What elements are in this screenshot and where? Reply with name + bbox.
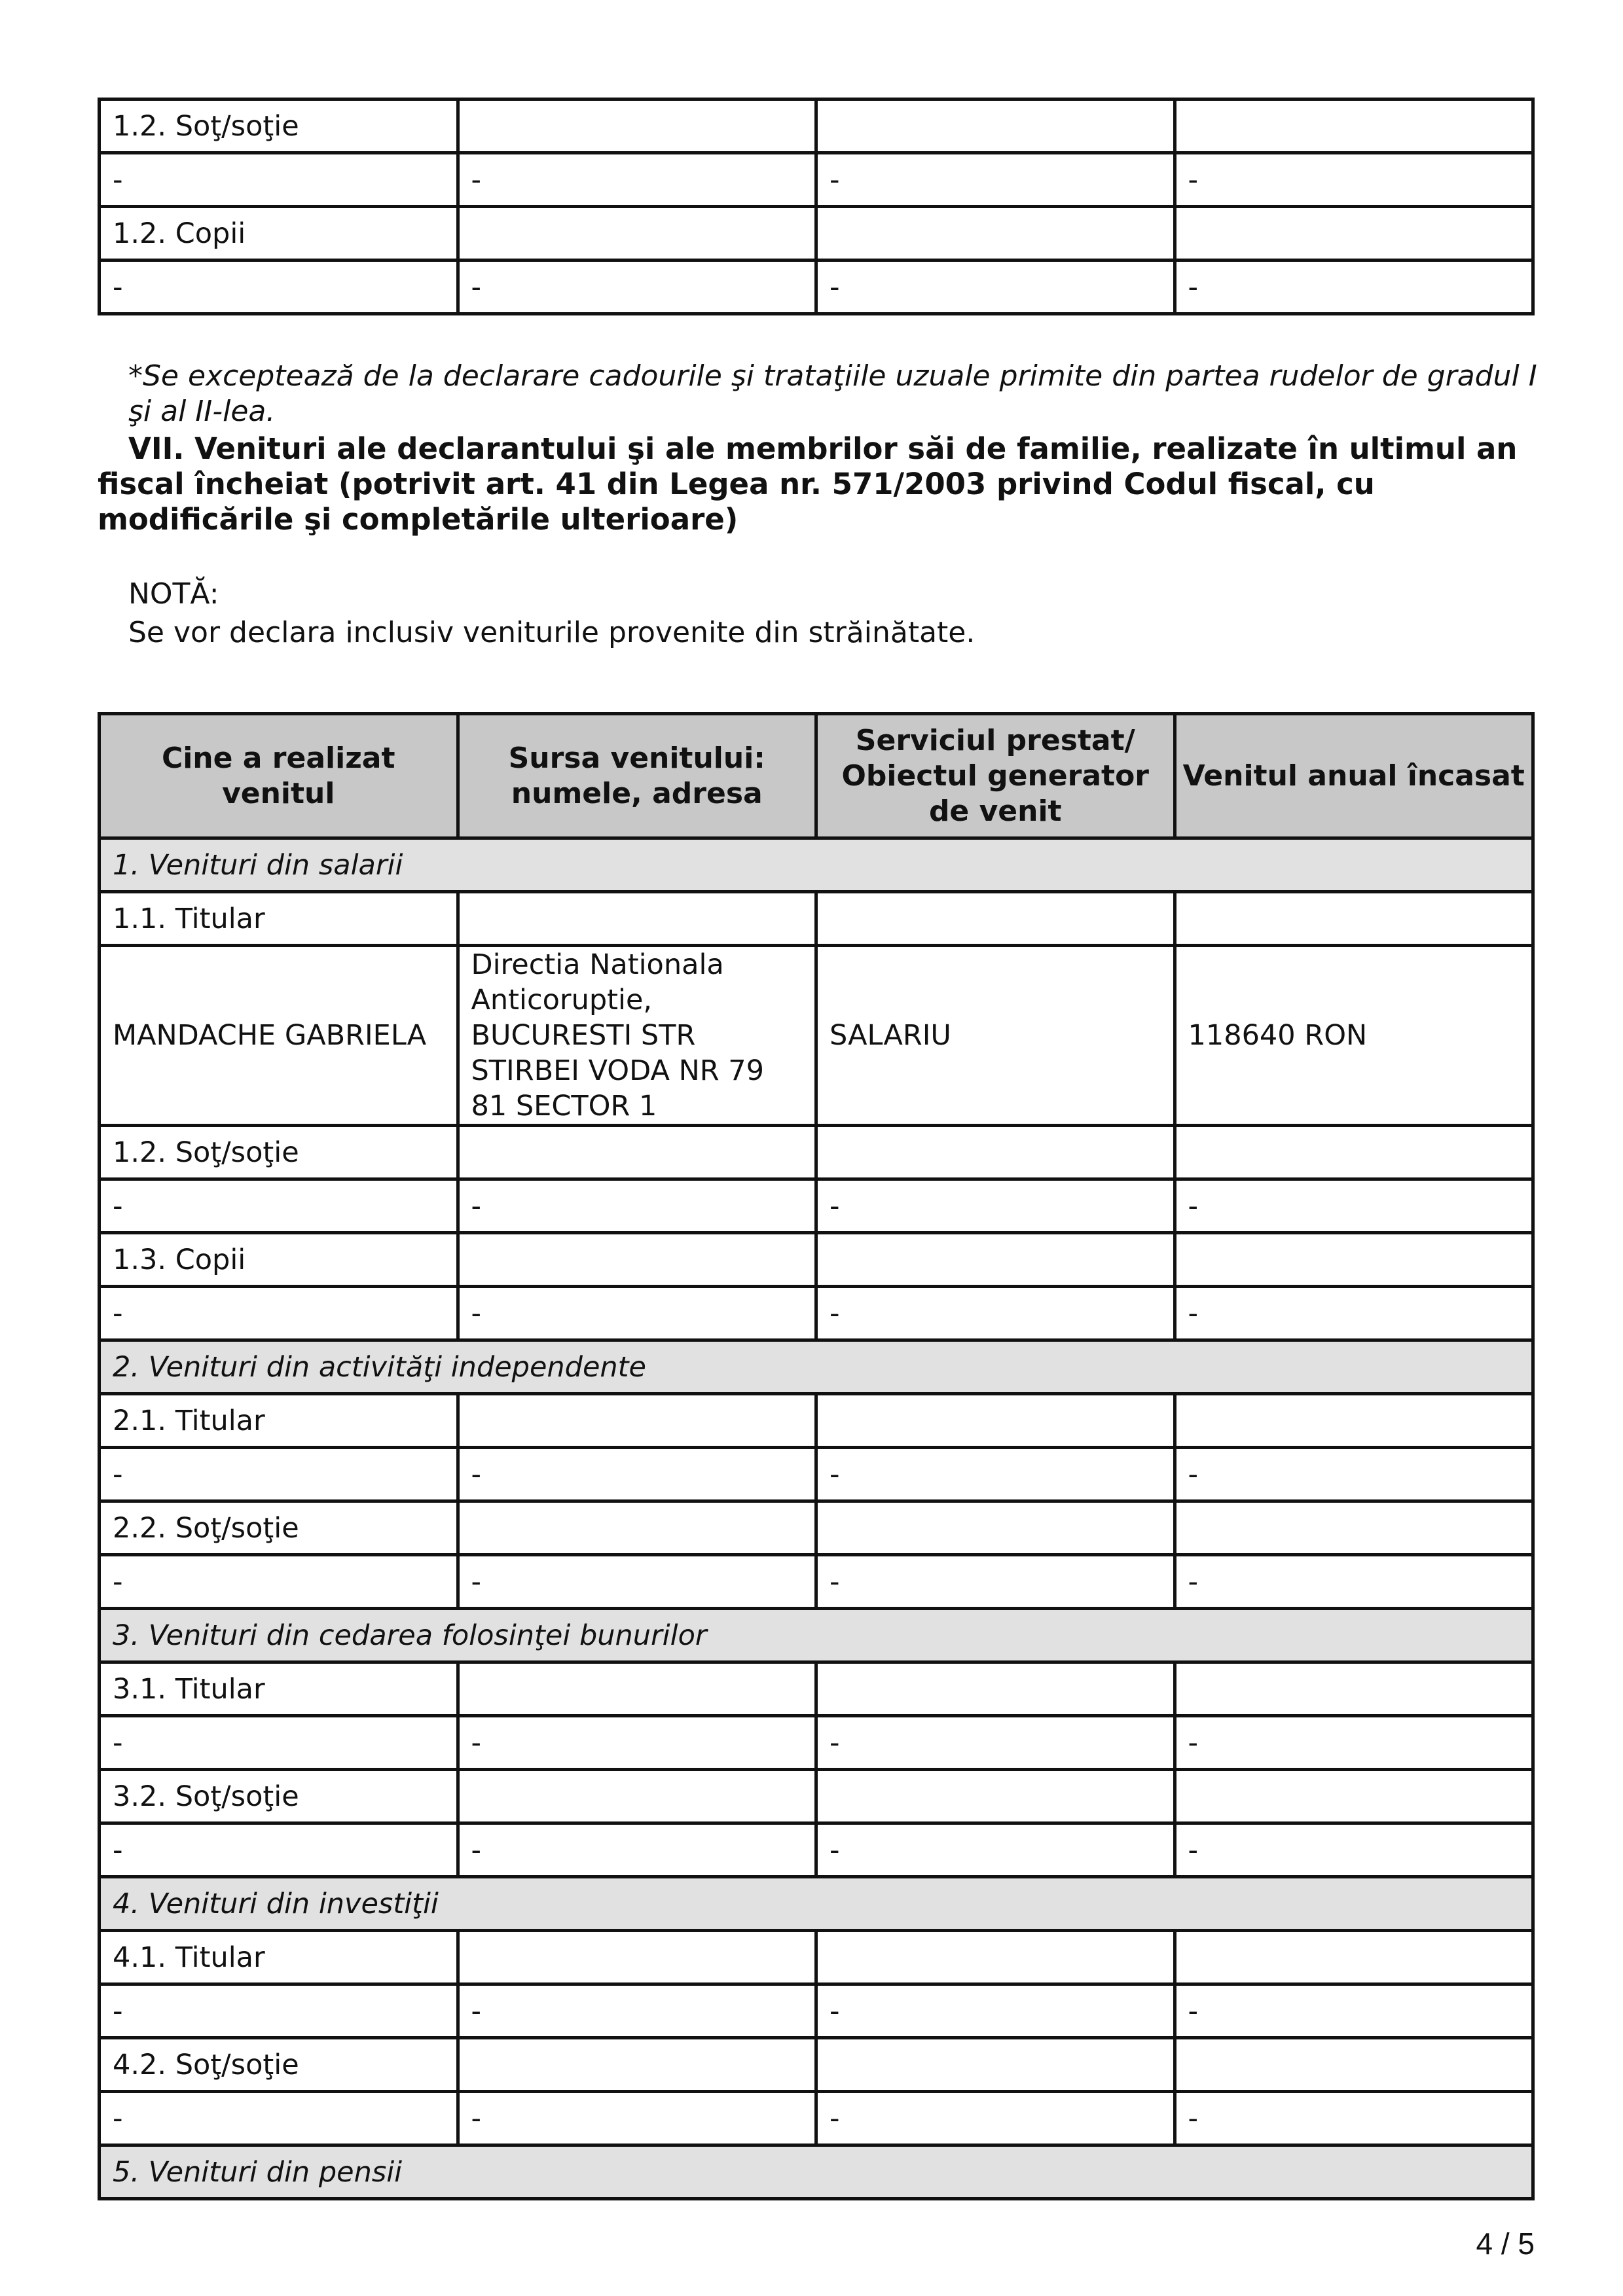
income-amount: 118640 RON — [1175, 946, 1533, 1126]
table-cell: - — [458, 153, 816, 207]
table-cell — [458, 1394, 816, 1448]
table-cell — [816, 1501, 1175, 1555]
table-cell: - — [816, 1716, 1175, 1770]
table-cell — [816, 1770, 1175, 1823]
table-row — [100, 1770, 1533, 1823]
table-cell: - — [100, 2092, 458, 2145]
table-cell — [1175, 1394, 1533, 1448]
income-service: SALARIU — [816, 946, 1175, 1126]
table-cell: - — [100, 1555, 458, 1609]
table-cell — [1175, 1662, 1533, 1716]
table-cell — [816, 892, 1175, 946]
table-row — [100, 1823, 1533, 1877]
table-cell — [816, 2038, 1175, 2092]
table-cell: 4.1. Titular — [100, 1931, 458, 1984]
table-cell: - — [100, 1448, 458, 1501]
table-cell — [816, 1233, 1175, 1287]
income-table — [98, 712, 1535, 2200]
table-cell — [1175, 1501, 1533, 1555]
continuation-table — [98, 98, 1535, 315]
table-cell: - — [100, 153, 458, 207]
table-cell: 1.3. Copii — [100, 1233, 458, 1287]
table-cell: - — [458, 1716, 816, 1770]
table-cell: - — [816, 1179, 1175, 1233]
table-cell: - — [100, 1179, 458, 1233]
column-header-source: Sursa venitului: numele, adresa — [458, 714, 816, 838]
section-label: 3. Venituri din cedarea folosinţei bunurilor — [100, 1609, 1533, 1662]
table-cell — [1175, 892, 1533, 946]
column-header-who: Cine a realizat venitul — [100, 714, 458, 838]
table-cell: - — [816, 1823, 1175, 1877]
table-cell: - — [458, 1448, 816, 1501]
table-row — [100, 207, 1533, 260]
table-cell — [816, 1662, 1175, 1716]
table-row — [100, 1126, 1533, 1179]
column-header-annual-income: Venitul anual încasat — [1175, 714, 1533, 838]
table-cell — [816, 207, 1175, 260]
table-cell — [458, 1501, 816, 1555]
table-row — [100, 1984, 1533, 2038]
table-row — [100, 1931, 1533, 1984]
table-cell: - — [816, 153, 1175, 207]
table-row — [100, 153, 1533, 207]
section-label: 5. Venituri din pensii — [100, 2145, 1533, 2199]
table-cell: - — [1175, 1448, 1533, 1501]
section-row — [100, 1609, 1533, 1662]
table-cell: - — [458, 2092, 816, 2145]
table-cell — [1175, 1770, 1533, 1823]
table-cell: - — [458, 1555, 816, 1609]
section-label: 4. Venituri din investiţii — [100, 1877, 1533, 1931]
table-cell: - — [1175, 1823, 1533, 1877]
note-text: Se vor declara inclusiv veniturile provenite din străinătate. — [128, 616, 976, 649]
table-cell: - — [816, 1287, 1175, 1340]
table-cell — [458, 99, 816, 153]
table-cell: 1.2. Soţ/soţie — [100, 99, 458, 153]
table-cell: - — [816, 1448, 1175, 1501]
table-cell — [816, 1394, 1175, 1448]
table-cell — [458, 892, 816, 946]
table-cell: - — [1175, 153, 1533, 207]
table-cell — [458, 1233, 816, 1287]
table-cell: - — [816, 1984, 1175, 2038]
table-cell: - — [458, 1823, 816, 1877]
table-cell: 1.2. Copii — [100, 207, 458, 260]
table-cell: - — [1175, 1555, 1533, 1609]
table-row — [100, 1662, 1533, 1716]
table-cell — [458, 1662, 816, 1716]
section-row — [100, 838, 1533, 892]
table-cell: - — [458, 260, 816, 314]
income-source: Directia Nationala Anticoruptie, BUCURESTI STR STIRBEI VODA NR 79 81 SECTOR 1 — [458, 946, 816, 1126]
table-cell: - — [1175, 2092, 1533, 2145]
table-row — [100, 1501, 1533, 1555]
section-heading-text: VII. Venituri ale declarantului şi ale membrilor săi de familie, realizate în ultimul an fiscal încheiat (potrivit art. 41 din Legea nr. 571/2003 privind Codul fiscal, cu modificările şi completările ulterioare) — [98, 431, 1518, 537]
table-cell — [1175, 1126, 1533, 1179]
section-label: 2. Venituri din activităţi independente — [100, 1340, 1533, 1394]
table-cell: - — [100, 260, 458, 314]
table-cell: 3.2. Soţ/soţie — [100, 1770, 458, 1823]
section-row — [100, 1340, 1533, 1394]
table-cell: - — [816, 2092, 1175, 2145]
table-cell: 2.2. Soţ/soţie — [100, 1501, 458, 1555]
column-header-service: Serviciul prestat/ Obiectul generator de venit — [816, 714, 1175, 838]
table-cell: - — [458, 1984, 816, 2038]
table-cell — [816, 99, 1175, 153]
table-cell — [458, 1931, 816, 1984]
section-label: 1. Venituri din salarii — [100, 838, 1533, 892]
income-owner: MANDACHE GABRIELA — [100, 946, 458, 1126]
table-cell — [1175, 99, 1533, 153]
table-row — [100, 1448, 1533, 1501]
section-heading — [98, 431, 1538, 537]
table-cell: 2.1. Titular — [100, 1394, 458, 1448]
table-cell: - — [100, 1287, 458, 1340]
table-cell: - — [1175, 1287, 1533, 1340]
table-cell — [1175, 1233, 1533, 1287]
table-row — [100, 1287, 1533, 1340]
table-row — [100, 892, 1533, 946]
table-cell: - — [1175, 1984, 1533, 2038]
section-row — [100, 2145, 1533, 2199]
table-cell: 3.1. Titular — [100, 1662, 458, 1716]
table-cell: - — [100, 1984, 458, 2038]
table-cell — [458, 1770, 816, 1823]
footnote: *Se exceptează de la declarare cadourile şi trataţiile uzuale primite din partea rudelor de gradul I şi al II-lea. — [128, 359, 1537, 428]
table-row — [100, 260, 1533, 314]
table-row — [100, 2038, 1533, 2092]
table-cell — [458, 207, 816, 260]
table-cell: - — [1175, 260, 1533, 314]
table-cell: - — [816, 1555, 1175, 1609]
table-cell: - — [458, 1287, 816, 1340]
table-cell: - — [1175, 1716, 1533, 1770]
table-cell: - — [816, 260, 1175, 314]
page-number: 4 / 5 — [1476, 2227, 1535, 2261]
table-row — [100, 1233, 1533, 1287]
table-cell: - — [1175, 1179, 1533, 1233]
table-header-row — [100, 714, 1533, 838]
table-cell — [458, 2038, 816, 2092]
table-cell: 1.1. Titular — [100, 892, 458, 946]
note-label: NOTĂ: — [128, 577, 219, 611]
table-row — [100, 1716, 1533, 1770]
section-row — [100, 1877, 1533, 1931]
table-cell — [816, 1931, 1175, 1984]
table-cell: 4.2. Soţ/soţie — [100, 2038, 458, 2092]
table-cell — [1175, 1931, 1533, 1984]
table-row — [100, 946, 1533, 1126]
table-cell: - — [100, 1823, 458, 1877]
table-cell — [1175, 207, 1533, 260]
table-row — [100, 1555, 1533, 1609]
table-cell: 1.2. Soţ/soţie — [100, 1126, 458, 1179]
table-cell — [458, 1126, 816, 1179]
table-cell: - — [100, 1716, 458, 1770]
table-cell — [816, 1126, 1175, 1179]
table-row — [100, 99, 1533, 153]
table-row — [100, 1179, 1533, 1233]
table-row — [100, 1394, 1533, 1448]
table-row — [100, 2092, 1533, 2145]
table-cell: - — [458, 1179, 816, 1233]
table-cell — [1175, 2038, 1533, 2092]
